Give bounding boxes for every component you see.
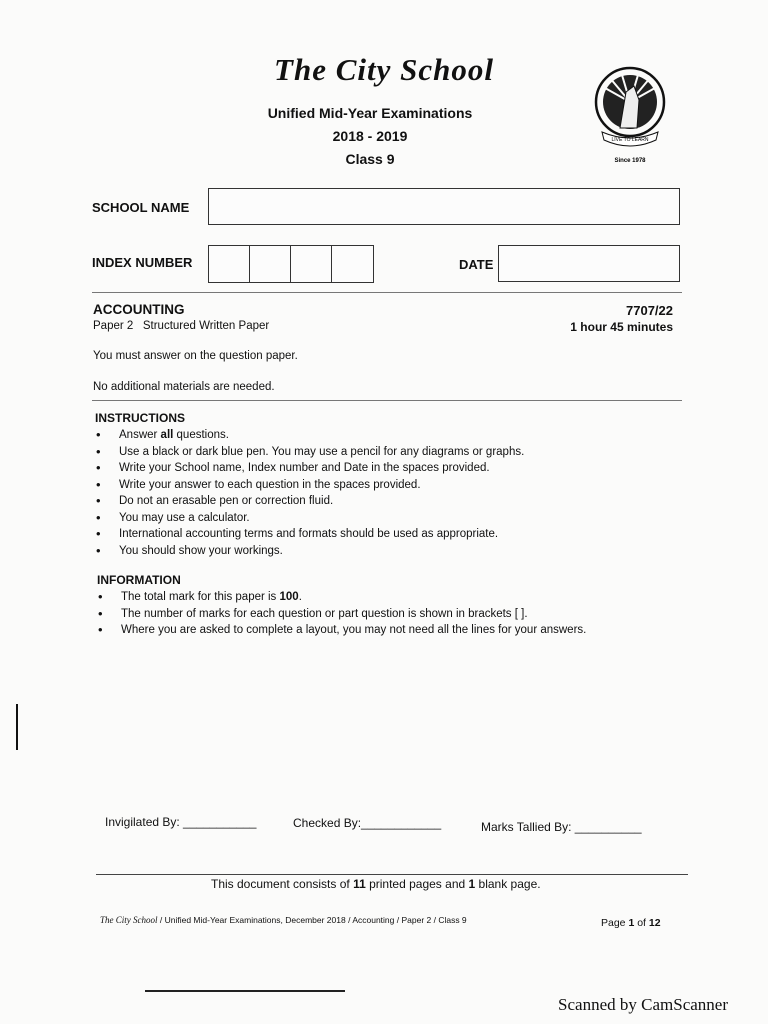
date-input[interactable]	[498, 245, 680, 282]
page-count-note	[211, 877, 541, 891]
school-name-label: SCHOOL NAME	[92, 200, 190, 215]
page-of: of	[634, 917, 649, 929]
index-number-label: INDEX NUMBER	[92, 255, 193, 270]
list-item: • You may use a calculator.	[96, 510, 696, 527]
page-label: Page	[601, 917, 629, 929]
camscanner-watermark: Scanned by CamScanner	[558, 995, 728, 1014]
exam-class: Class 9	[345, 151, 395, 167]
paper-code: 7707/22	[626, 303, 673, 318]
list-item: • The number of marks for each question or part question is shown in brackets [ ].	[98, 606, 698, 623]
marks-tallied-by: Marks Tallied By: __________	[481, 820, 642, 834]
list-item: • You should show your workings.	[96, 543, 696, 560]
divider	[92, 400, 682, 401]
emphasis: all	[160, 429, 174, 441]
page-total: 12	[648, 917, 661, 929]
list-item: • The total mark for this paper is 100.	[98, 589, 698, 606]
paper-duration: 1 hour 45 minutes	[570, 320, 673, 334]
list-item: • Write your School name, Index number and Date in the spaces provided.	[96, 460, 696, 477]
index-number-input[interactable]	[208, 245, 374, 283]
school-logo	[590, 62, 670, 172]
list-item: • Use a black or dark blue pen. You may use a pencil for any diagrams or graphs.	[96, 444, 696, 461]
checked-by: Checked By:____________	[293, 816, 442, 830]
information-list	[98, 589, 698, 639]
bottom-line	[145, 990, 345, 992]
running-text: / Unified Mid-Year Examinations, December 2018 / Accounting / Paper 2 / Class 9	[159, 915, 467, 925]
page-count-post: blank page.	[475, 877, 541, 891]
list-item: • Where you are asked to complete a layout, you may not need all the lines for your answers.	[98, 622, 698, 639]
date-label: DATE	[459, 257, 494, 272]
list-item: • Write your answer to each question in the spaces provided.	[96, 477, 696, 494]
logo-band-text: LIVE TO LEARN	[611, 137, 649, 143]
school-name-input[interactable]	[208, 188, 680, 225]
index-cell-divider	[331, 246, 332, 282]
page-count-mid: printed pages and	[365, 877, 469, 891]
exam-year: 2018 - 2019	[332, 128, 408, 144]
list-item: • International accounting terms and formats should be used as appropriate.	[96, 526, 696, 543]
page-number	[601, 917, 661, 929]
materials-note: No additional materials are needed.	[93, 381, 275, 393]
margin-mark	[16, 704, 18, 750]
index-cell-divider	[290, 246, 291, 282]
divider	[92, 292, 682, 293]
instructions-heading: INSTRUCTIONS	[95, 411, 185, 425]
list-item: • Answer all questions.	[96, 427, 696, 444]
divider	[96, 874, 688, 875]
subject-title: ACCOUNTING	[93, 302, 185, 317]
running-footer	[100, 915, 467, 925]
blank-pages-count: 1	[468, 877, 476, 891]
school-title: The City School	[274, 52, 494, 87]
exam-title: Unified Mid-Year Examinations	[267, 105, 473, 121]
answer-note: You must answer on the question paper.	[93, 350, 298, 362]
paper-name: Paper 2 Structured Written Paper	[93, 320, 270, 332]
information-heading: INFORMATION	[97, 573, 181, 587]
printed-pages-count: 11	[353, 877, 366, 891]
instructions-list	[96, 427, 696, 559]
index-cell-divider	[249, 246, 250, 282]
page-count-pre: This document consists of	[211, 877, 354, 891]
running-school: The City School	[100, 915, 158, 925]
emphasis: 100	[279, 591, 299, 603]
logo-since-text: Since 1978	[614, 158, 646, 164]
invigilated-by: Invigilated By: ___________	[105, 815, 257, 829]
page-current: 1	[628, 917, 635, 929]
list-item: • Do not an erasable pen or correction fluid.	[96, 493, 696, 510]
